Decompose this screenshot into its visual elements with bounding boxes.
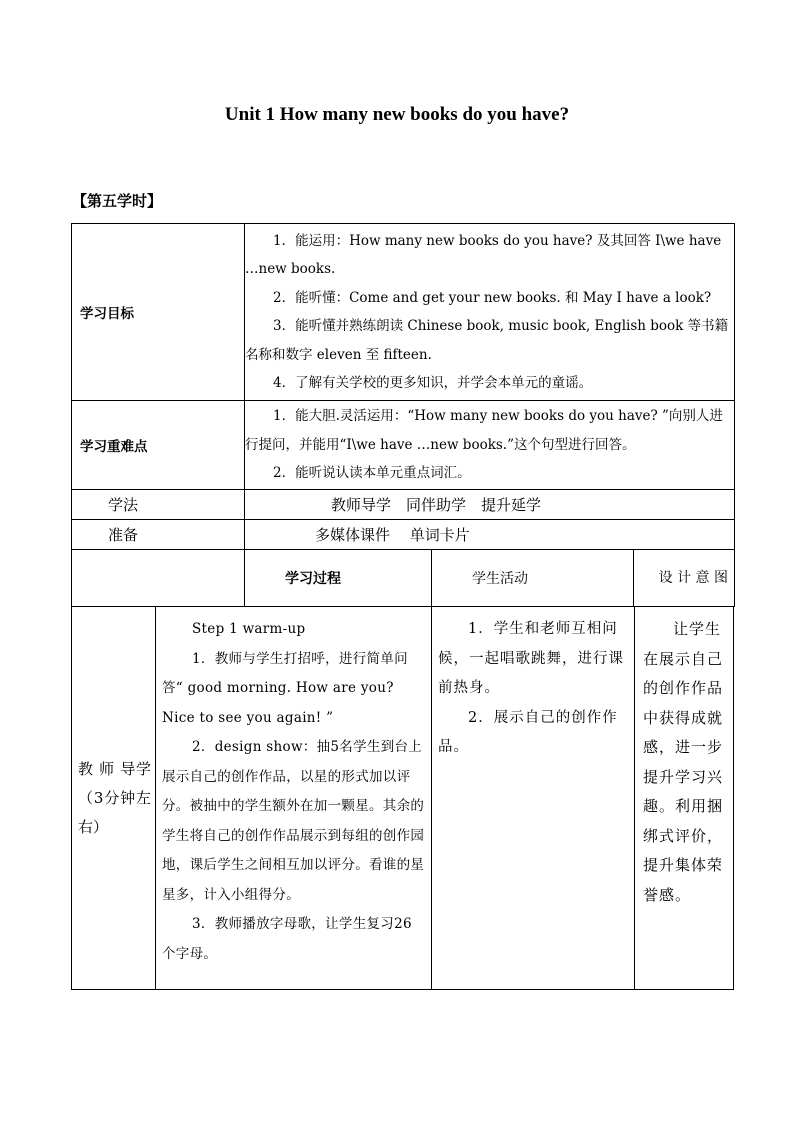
process-header: 学习过程 xyxy=(245,550,432,607)
step-title: Step 1 warm-up xyxy=(192,621,306,637)
step-item: 3．教师播放字母歌，让学生复习26个字母。 xyxy=(162,916,412,962)
preparation-value: 多媒体课件 单词卡片 xyxy=(245,520,735,550)
goals-row xyxy=(72,224,735,401)
process-header-row xyxy=(72,550,735,607)
section-label: 【第五学时】 xyxy=(72,192,163,210)
document-title: Unit 1 How many new books do you have? xyxy=(224,104,570,125)
design-cell xyxy=(635,607,734,990)
key-points-content xyxy=(245,401,735,490)
step-item: 1．教师与学生打招呼，进行简单问答“ good morning. How are you? Nice to see you again! ” xyxy=(162,650,408,726)
goal-item: 2．能听懂：Come and get your new books. 和 May I have a look? xyxy=(273,289,712,306)
key-points-row xyxy=(72,401,735,490)
preparation-label: 准备 xyxy=(72,520,245,550)
design-header: 设 计 意 图 xyxy=(634,550,735,607)
goal-item: 3．能听懂并熟练朗读 Chinese book, music book, English book 等书籍名称和数字 eleven 至 fifteen. xyxy=(245,318,729,363)
key-points-label: 学习重难点 xyxy=(72,401,245,490)
design-text: 让学生在展示自己的创作作品中获得成就感，进一步提升学习兴趣。利用捆绑式评价，提升集体荣誉感。 xyxy=(643,620,724,904)
key-point-item: 2．能听说认读本单元重点词汇。 xyxy=(273,465,471,482)
steps-cell xyxy=(156,607,432,990)
method-value: 教师导学 同伴助学 提升延学 xyxy=(245,490,735,520)
stage-label: 教 师 导学（3分钟左右） xyxy=(72,607,156,990)
preparation-row xyxy=(72,520,735,550)
stage-row xyxy=(72,607,734,990)
method-label: 学法 xyxy=(72,490,245,520)
goal-item: 4．了解有关学校的更多知识，并学会本单元的童谣。 xyxy=(273,375,593,391)
empty-header-cell xyxy=(72,550,245,607)
step-item: 2．design show：抽5名学生到台上展示自己的创作作品，以星的形式加以评分。被抽中的学生额外在加一颗星。其余的学生将自己的创作作品展示到每组的创作园地，课后学生之间相互加以评分。看谁的星星多，计入小组得分。 xyxy=(162,739,425,903)
lesson-plan-table xyxy=(71,223,735,607)
activity-item: 2．展示自己的创作作品。 xyxy=(438,709,618,755)
goal-item: 1．能运用：How many new books do you have? 及其回答 I\we have …new books. xyxy=(245,232,722,277)
goals-content xyxy=(245,224,735,401)
activity-header: 学生活动 xyxy=(432,550,634,607)
key-point-item: 1．能大胆.灵活运用：“How many new books do you have? ”向别人进行提问，并能用“I\we have …new books.”这个句型进行回答。 xyxy=(245,408,723,453)
goals-label: 学习目标 xyxy=(72,224,245,401)
method-row xyxy=(72,490,735,520)
stage-table xyxy=(71,606,734,990)
activities-cell xyxy=(432,607,635,990)
activity-item: 1．学生和老师互相问候，一起唱歌跳舞，进行课前热身。 xyxy=(438,621,624,696)
